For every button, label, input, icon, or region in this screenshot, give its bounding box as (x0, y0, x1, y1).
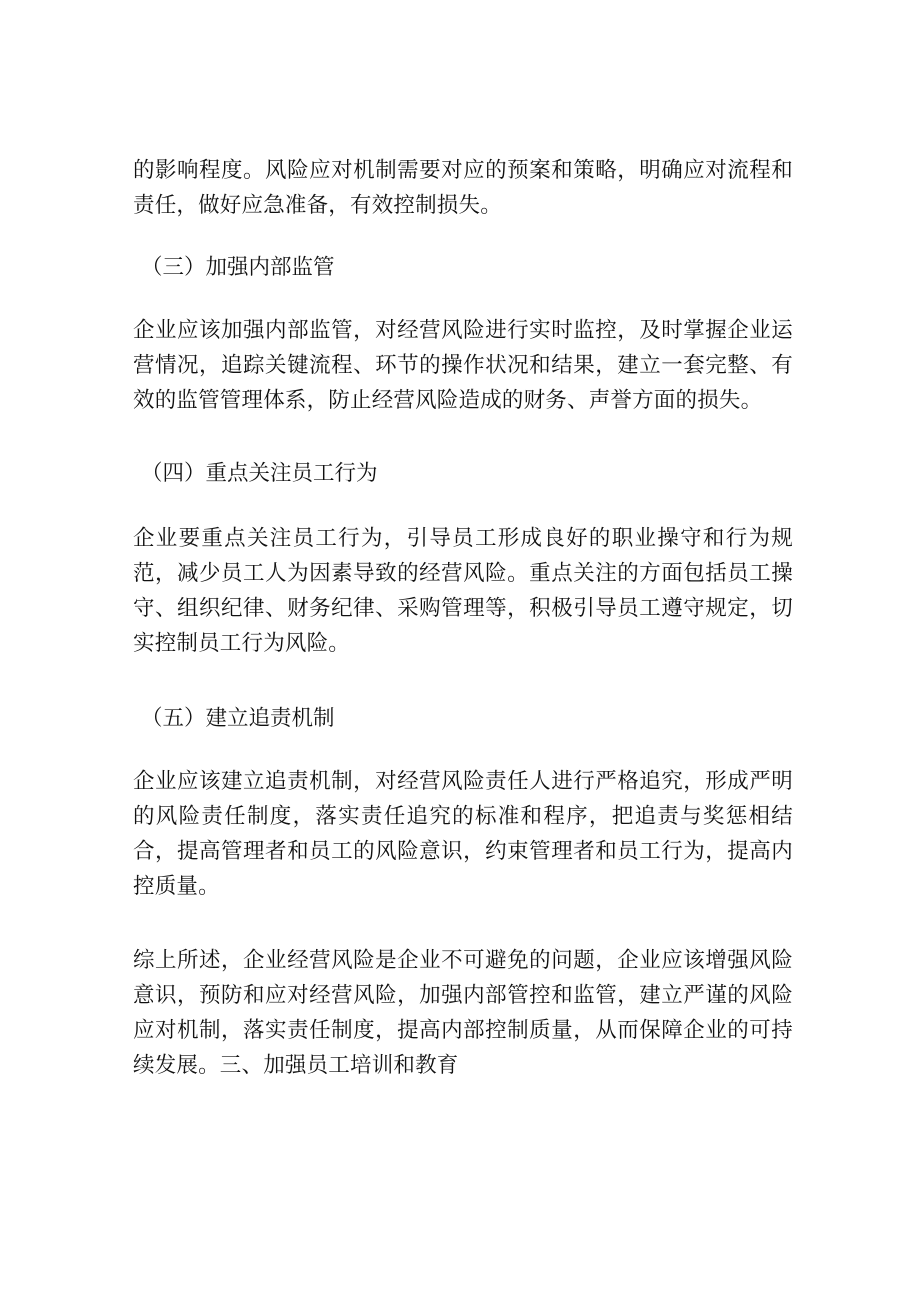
summary-paragraph: 综上所述，企业经营风险是企业不可避免的问题，企业应该增强风险意识，预防和应对经营风险，加强内部管控和监管，建立严谨的风险应对机制，落实责任制度，提高内部控制质量，从而保障企业的可持续发展。三、加强员工培训和教育 (133, 948, 793, 1078)
section-heading-5: （五）建立追责机制 (141, 706, 335, 731)
intro-paragraph: 的影响程度。风险应对机制需要对应的预案和策略，明确应对流程和责任，做好应急准备，有效控制损失。 (133, 158, 793, 218)
section-5-paragraph: 企业应该建立追责机制，对经营风险责任人进行严格追究，形成严明的风险责任制度，落实责任追究的标准和程序，把追责与奖惩相结合，提高管理者和员工的风险意识，约束管理者和员工行为，提高内控质量。 (133, 769, 793, 899)
section-heading-4: （四）重点关注员工行为 (141, 461, 378, 486)
section-heading-3: （三）加强内部监管 (141, 255, 335, 280)
section-3-paragraph: 企业应该加强内部监管，对经营风险进行实时监控，及时掌握企业运营情况，追踪关键流程、环节的操作状况和结果，建立一套完整、有效的监管管理体系，防止经营风险造成的财务、声誉方面的损失。 (133, 318, 793, 413)
section-4-paragraph: 企业要重点关注员工行为，引导员工形成良好的职业操守和行为规范，减少员工人为因素导致的经营风险。重点关注的方面包括员工操守、组织纪律、财务纪律、采购管理等，积极引导员工遵守规定，切实控制员工行为风险。 (133, 526, 793, 656)
